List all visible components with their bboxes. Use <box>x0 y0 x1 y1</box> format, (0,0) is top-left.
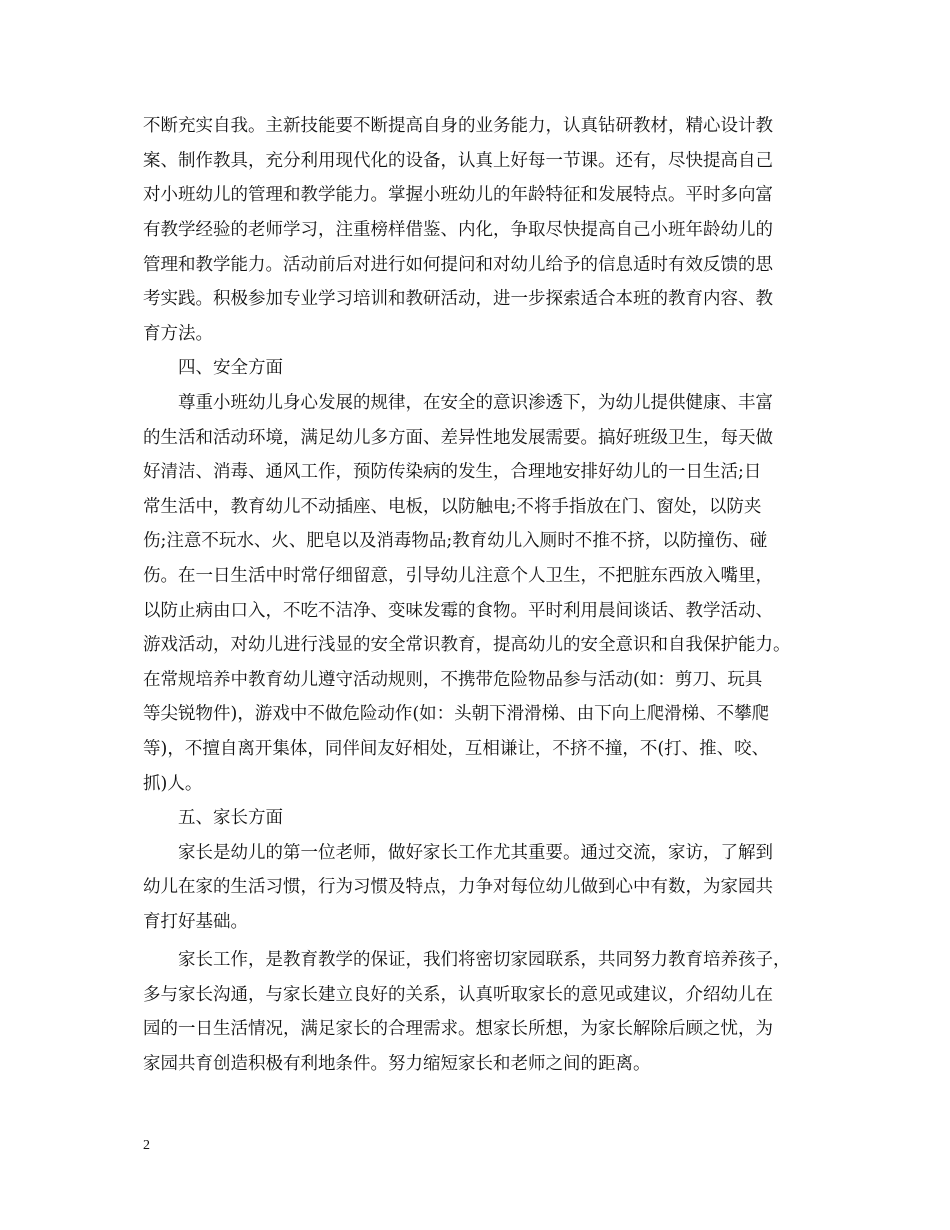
body-line: 案、制作教具，充分利用现代化的设备，认真上好每一节课。还有，尽快提高自己 <box>143 151 773 171</box>
body-line: 抓)人。 <box>143 774 203 794</box>
body-line: 家园共育创造积极有利地条件。努力缩短家长和老师之间的距离。 <box>143 1054 651 1074</box>
body-line: 育方法。 <box>143 324 213 344</box>
body-line: 尊重小班幼儿身心发展的规律，在安全的意识渗透下，为幼儿提供健康、丰富 <box>178 393 773 413</box>
body-line: 以防止病由口入，不吃不洁净、变味发霉的食物。平时利用晨间谈话、教学活动、 <box>143 601 773 621</box>
body-line: 多与家长沟通，与家长建立良好的关系，认真听取家长的意见或建议，介绍幼儿在 <box>143 985 773 1005</box>
body-line: 好清洁、消毒、通风工作，预防传染病的发生，合理地安排好幼儿的一日生活;日 <box>143 462 762 482</box>
body-line: 有教学经验的老师学习，注重榜样借鉴、内化，争取尽快提高自己小班年龄幼儿的 <box>143 220 773 240</box>
body-line: 幼儿在家的生活习惯，行为习惯及特点，力争对每位幼儿做到心中有数，为家园共 <box>143 877 773 897</box>
section-heading-parents: 五、家长方面 <box>178 808 283 828</box>
body-line: 不断充实自我。主新技能要不断提高自身的业务能力，认真钻研教材，精心设计教 <box>143 116 773 136</box>
body-line: 等尖锐物件)，游戏中不做危险动作(如：头朝下滑滑梯、由下向上爬滑梯、不攀爬 <box>143 704 770 724</box>
body-line: 对小班幼儿的管理和教学能力。掌握小班幼儿的年龄特征和发展特点。平时多向富 <box>143 185 773 205</box>
body-line: 伤。在一日生活中时常仔细留意，引导幼儿注意个人卫生，不把脏东西放入嘴里， <box>143 566 773 586</box>
body-line: 家长是幼儿的第一位老师，做好家长工作尤其重要。通过交流，家访，了解到 <box>178 843 773 863</box>
body-line: 游戏活动，对幼儿进行浅显的安全常识教育，提高幼儿的安全意识和自我保护能力。 <box>143 635 791 655</box>
section-heading-safety: 四、安全方面 <box>178 358 283 378</box>
page-number: 2 <box>143 1138 150 1153</box>
body-line: 等)，不擅自离开集体，同伴间友好相处，互相谦让，不挤不撞，不(打、推、咬、 <box>143 739 770 759</box>
body-line: 在常规培养中教育幼儿遵守活动规则，不携带危险物品参与活动(如：剪刀、玩具 <box>143 670 763 690</box>
body-line: 管理和教学能力。活动前后对进行如何提问和对幼儿给予的信息适时有效反馈的思 <box>143 255 773 275</box>
body-line: 园的一日生活情况，满足家长的合理需求。想家长所想，为家长解除后顾之忧，为 <box>143 1019 773 1039</box>
body-line: 育打好基础。 <box>143 912 248 932</box>
body-line: 家长工作，是教育教学的保证，我们将密切家园联系，共同努力教育培养孩子， <box>178 950 791 970</box>
body-line: 常生活中，教育幼儿不动插座、电板，以防触电;不将手指放在门、窗处，以防夹 <box>143 497 762 517</box>
body-line: 考实践。积极参加专业学习培训和教研活动，进一步探索适合本班的教育内容、教 <box>143 289 773 309</box>
body-line: 伤;注意不玩水、火、肥皂以及消毒物品;教育幼儿入厕时不推不挤，以防撞伤、碰 <box>143 531 768 551</box>
body-line: 的生活和活动环境，满足幼儿多方面、差异性地发展需要。搞好班级卫生，每天做 <box>143 428 773 448</box>
